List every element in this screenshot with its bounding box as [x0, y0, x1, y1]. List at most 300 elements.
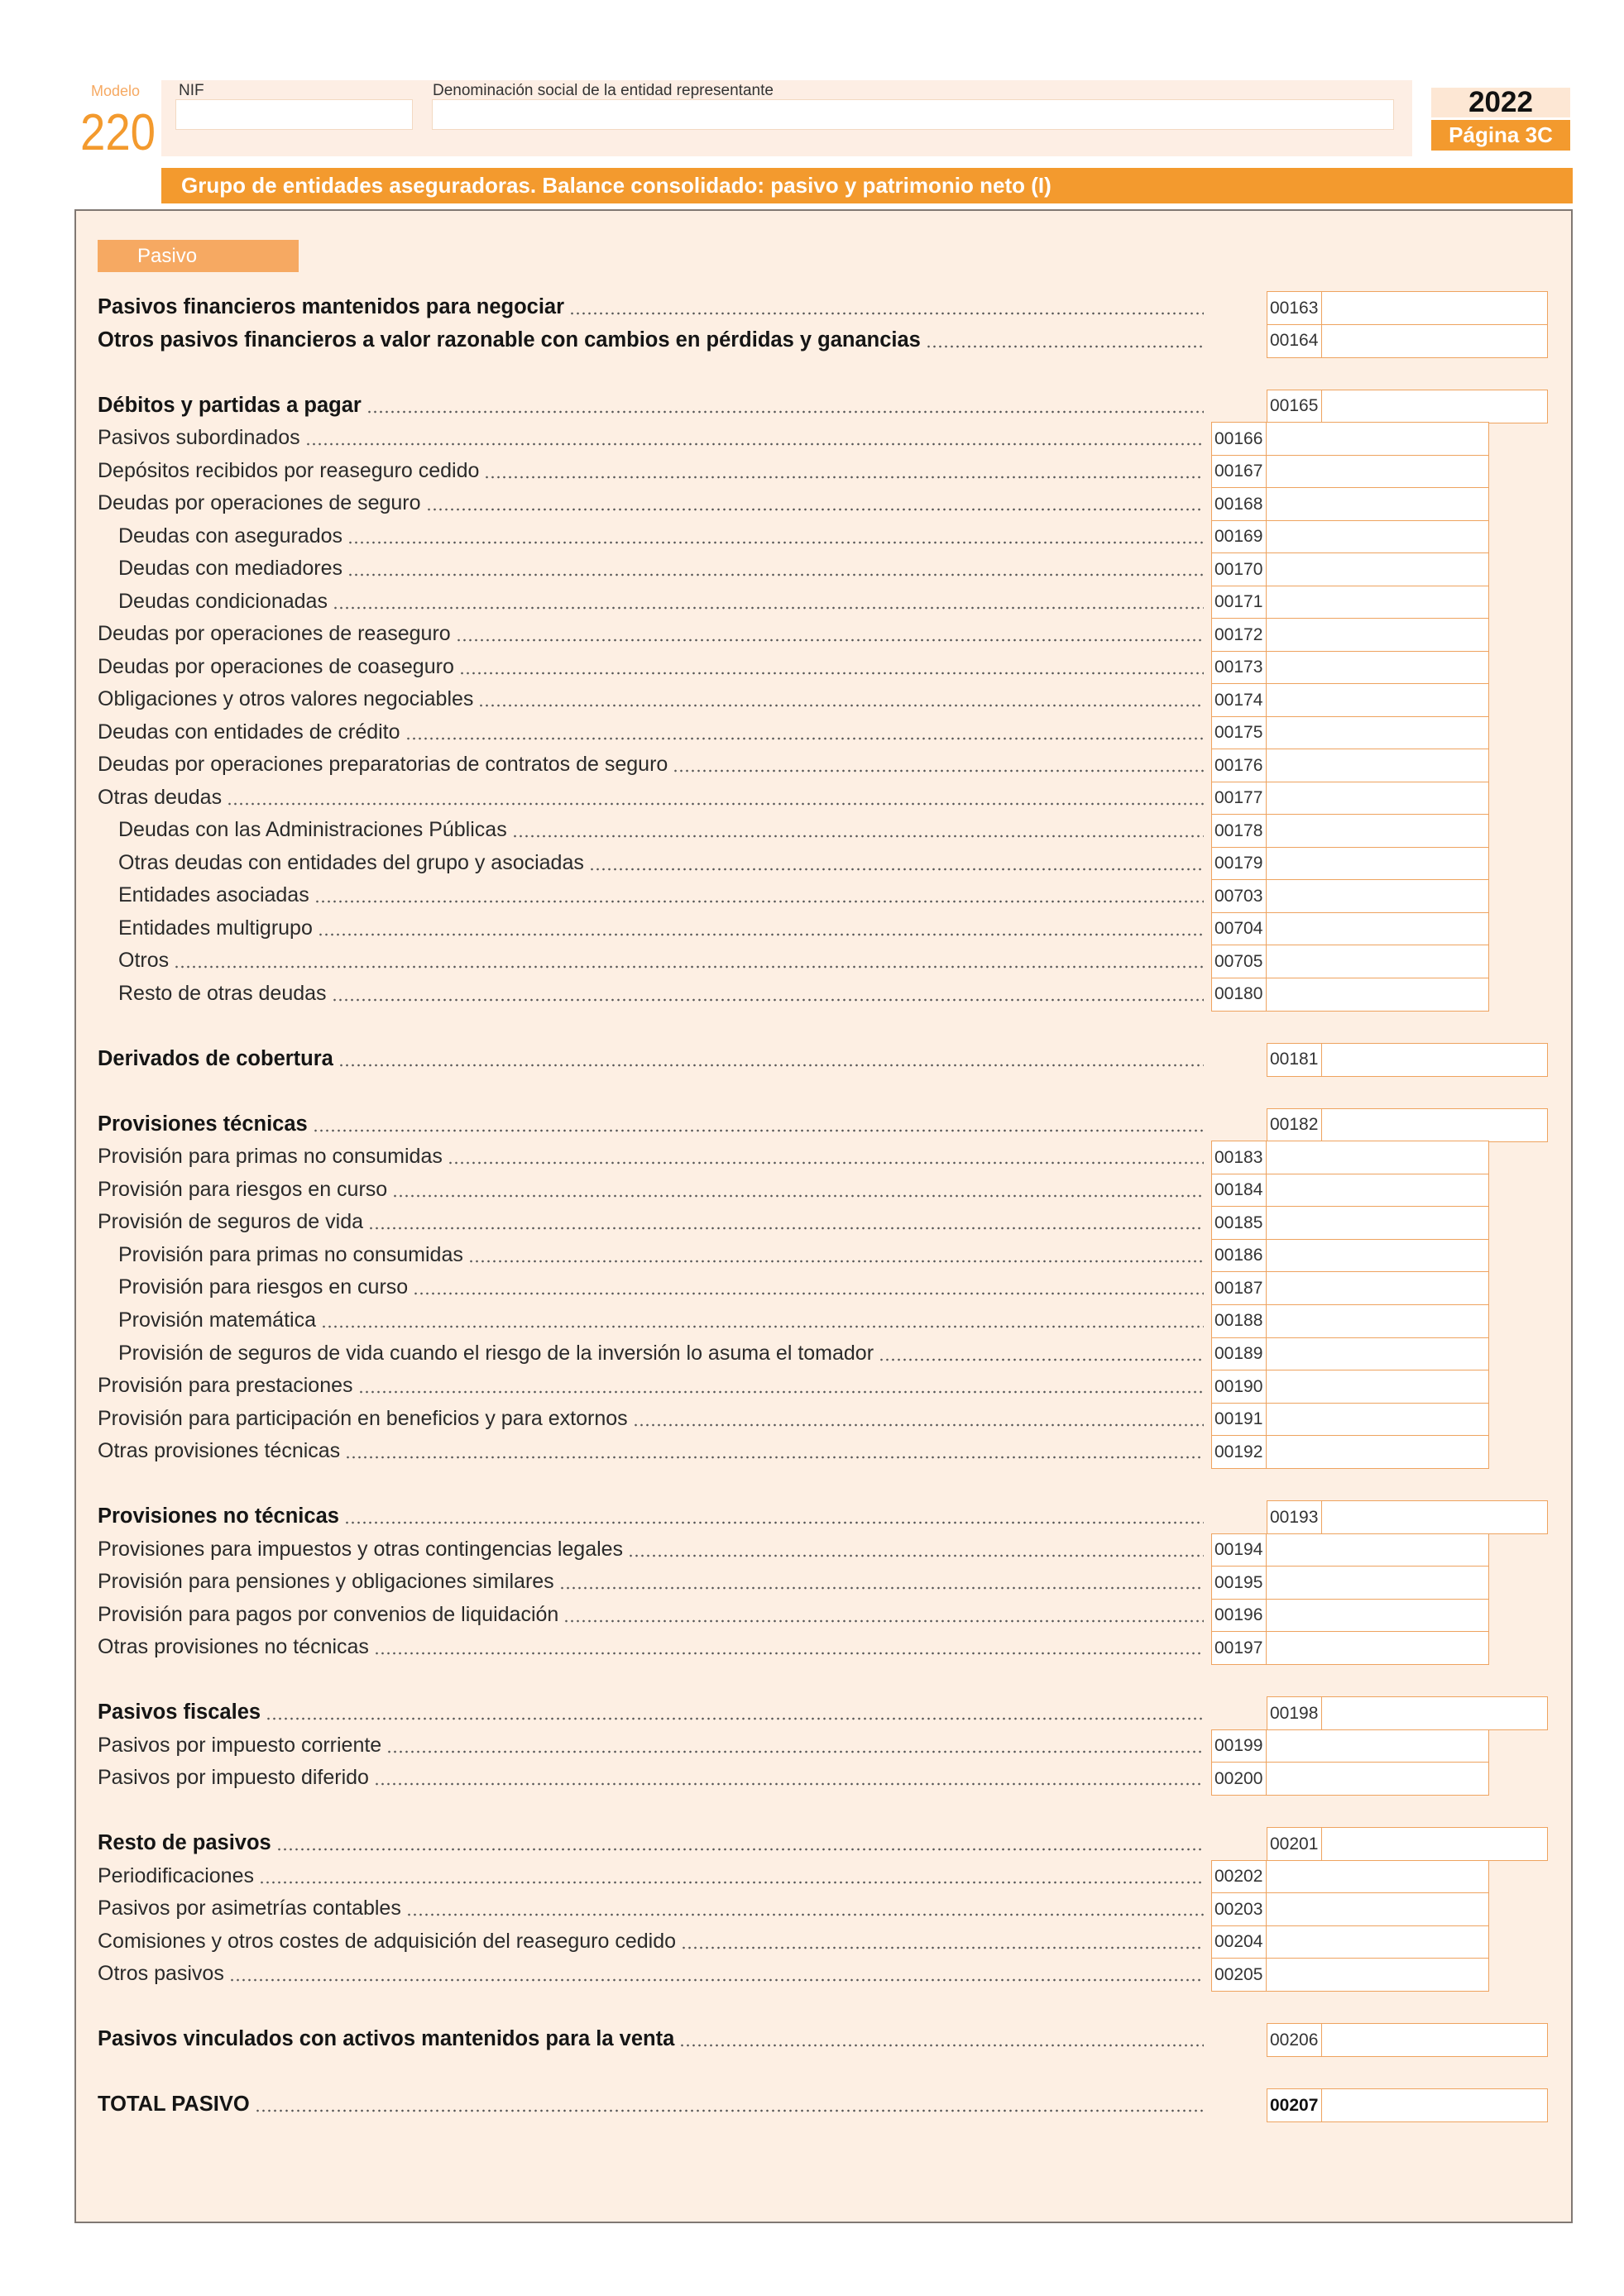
casilla-code: 00185: [1211, 1206, 1267, 1240]
dot-leader: [413, 1271, 1204, 1304]
dot-leader: [628, 1533, 1204, 1567]
form-row: [98, 455, 1548, 488]
dot-leader: [392, 1174, 1204, 1207]
row-label-area: [98, 1403, 1204, 1436]
row-label-area: [98, 618, 1204, 651]
row-label: Pasivos fiscales: [98, 1700, 261, 1724]
row-label: Provisión para primas no consumidas: [98, 1145, 443, 1169]
dot-leader: [459, 651, 1204, 684]
form-row: [98, 1337, 1548, 1370]
casilla-code: 00182: [1267, 1108, 1322, 1142]
row-label: Deudas condicionadas: [118, 589, 328, 613]
row-label: Deudas por operaciones de coaseguro: [98, 654, 454, 678]
row-label-area: [98, 651, 1204, 684]
casilla-00191-input[interactable]: [1267, 1403, 1489, 1437]
dot-leader: [345, 1435, 1204, 1468]
casilla-code: 00196: [1211, 1599, 1267, 1633]
row-label: Comisiones y otros costes de adquisición del reaseguro cedido: [98, 1929, 676, 1953]
casilla-code: 00204: [1211, 1925, 1267, 1959]
row-label: Deudas con asegurados: [118, 524, 343, 548]
casilla-00197-input[interactable]: [1267, 1631, 1489, 1665]
form-row: [98, 618, 1548, 651]
casilla-00173-input[interactable]: [1267, 651, 1489, 685]
casilla-00169-input[interactable]: [1267, 520, 1489, 554]
row-label: Pasivos por impuesto corriente: [98, 1733, 382, 1757]
casilla-00200-input[interactable]: [1267, 1762, 1489, 1796]
casilla-00181-input[interactable]: [1322, 1043, 1548, 1077]
casilla-00180-input[interactable]: [1267, 978, 1489, 1012]
casilla-00174-input[interactable]: [1267, 683, 1489, 717]
row-label: Resto de otras deudas: [118, 981, 327, 1005]
row-label-area: [98, 2023, 1204, 2056]
casilla-field: [1211, 1174, 1489, 1208]
casilla-00176-input[interactable]: [1267, 749, 1489, 782]
casilla-field: [1267, 1827, 1548, 1861]
row-label-area: [98, 716, 1204, 749]
row-label: Provisión de seguros de vida cuando el riesgo de la inversión lo asuma el tomador: [118, 1341, 874, 1365]
row-label-area: [118, 847, 1204, 880]
casilla-field: [1267, 291, 1548, 325]
dot-leader: [386, 1729, 1204, 1763]
casilla-field: [1211, 1370, 1489, 1404]
casilla-field: [1267, 2023, 1548, 2057]
row-label-area: [98, 1566, 1204, 1599]
row-label-area: [98, 1533, 1204, 1567]
dot-leader: [879, 1337, 1204, 1370]
nif-input[interactable]: [175, 99, 413, 130]
section-tab-pasivo: Pasivo: [98, 240, 299, 272]
form-row: [98, 1108, 1548, 1141]
casilla-00196-input[interactable]: [1267, 1599, 1489, 1633]
fiscal-year-badge: 2022: [1431, 88, 1570, 117]
casilla-00172-input[interactable]: [1267, 618, 1489, 652]
row-label-area: [118, 1271, 1204, 1304]
casilla-00704-input[interactable]: [1267, 912, 1489, 946]
form-row: [98, 422, 1548, 455]
dot-leader: [374, 1631, 1204, 1664]
casilla-code: 00193: [1267, 1500, 1322, 1534]
casilla-field: [1211, 683, 1489, 717]
row-label-area: [118, 1239, 1204, 1272]
casilla-code: 00167: [1211, 455, 1267, 489]
casilla-00189-input[interactable]: [1267, 1337, 1489, 1371]
row-label-area: [98, 782, 1204, 815]
casilla-code: 00166: [1211, 422, 1267, 456]
casilla-00170-input[interactable]: [1267, 552, 1489, 586]
casilla-field: [1267, 2088, 1548, 2122]
casilla-code: 00192: [1211, 1435, 1267, 1469]
dot-leader: [374, 1762, 1204, 1795]
casilla-field: [1267, 1108, 1548, 1142]
dot-leader: [276, 1827, 1204, 1860]
casilla-code: 00183: [1211, 1141, 1267, 1174]
casilla-00205-input[interactable]: [1267, 1958, 1489, 1992]
row-label: Otras provisiones técnicas: [98, 1439, 341, 1463]
form-row: [98, 651, 1548, 684]
row-label: Provisión para pagos por convenios de liquidación: [98, 1602, 559, 1626]
row-label-area: [98, 487, 1204, 520]
casilla-field: [1211, 782, 1489, 816]
casilla-field: [1211, 1206, 1489, 1240]
row-label: Entidades multigrupo: [118, 916, 313, 940]
casilla-00202-input[interactable]: [1267, 1860, 1489, 1894]
row-label: Deudas por operaciones preparatorias de contratos de seguro: [98, 753, 668, 777]
casilla-code: 00180: [1211, 978, 1267, 1012]
form-row: [98, 879, 1548, 912]
row-label: Deudas por operaciones de seguro: [98, 491, 421, 515]
row-label: Provisión para participación en beneficios y para extornos: [98, 1406, 628, 1430]
casilla-code: 00207: [1267, 2088, 1322, 2122]
row-label-area: [98, 1370, 1204, 1403]
row-label: Otras deudas: [98, 785, 223, 809]
form-row: [98, 814, 1548, 847]
row-label-area: [98, 1141, 1204, 1174]
casilla-code: 00187: [1211, 1271, 1267, 1305]
row-label: Pasivos subordinados: [98, 426, 300, 450]
form-section: [98, 2023, 1548, 2056]
casilla-00182-input[interactable]: [1322, 1108, 1548, 1142]
row-label-area: [118, 879, 1204, 912]
casilla-00198-input[interactable]: [1322, 1696, 1548, 1730]
row-label: Pasivos por asimetrías contables: [98, 1897, 401, 1921]
form-row: [98, 782, 1548, 815]
dot-leader: [333, 586, 1204, 619]
dot-leader: [478, 683, 1204, 716]
casilla-code: 00173: [1211, 651, 1267, 685]
form-section: [98, 1696, 1548, 1795]
casilla-00192-input[interactable]: [1267, 1435, 1489, 1469]
row-label-area: [98, 324, 1204, 357]
row-label: Deudas por operaciones de reaseguro: [98, 622, 451, 646]
casilla-code: 00169: [1211, 520, 1267, 554]
casilla-field: [1211, 1566, 1489, 1600]
casilla-field: [1211, 651, 1489, 685]
row-label-area: [118, 814, 1204, 847]
row-label-area: [98, 455, 1204, 488]
form-row: [98, 912, 1548, 945]
casilla-field: [1211, 1337, 1489, 1371]
row-label-area: [98, 1892, 1204, 1925]
casilla-00206-input[interactable]: [1322, 2023, 1548, 2057]
row-label: Pasivos vinculados con activos mantenidos para la venta: [98, 2027, 675, 2051]
casilla-code: 00165: [1267, 390, 1322, 423]
row-label-area: [118, 1304, 1204, 1337]
casilla-field: [1211, 749, 1489, 782]
casilla-code: 00186: [1211, 1239, 1267, 1273]
form-row: [98, 1500, 1548, 1533]
casilla-code: 00704: [1211, 912, 1267, 946]
form-section: [98, 291, 1548, 356]
casilla-code: 00194: [1211, 1533, 1267, 1567]
casilla-code: 00179: [1211, 847, 1267, 881]
row-label: Provisiones no técnicas: [98, 1504, 339, 1528]
casilla-00199-input[interactable]: [1267, 1729, 1489, 1763]
form-section: [98, 2088, 1548, 2121]
casilla-00705-input[interactable]: [1267, 945, 1489, 978]
casilla-field: [1211, 552, 1489, 586]
row-label-area: [118, 552, 1204, 586]
form-row: [98, 1696, 1548, 1729]
casilla-field: [1211, 1239, 1489, 1273]
dot-leader: [344, 1500, 1204, 1533]
row-label-area: [98, 1696, 1204, 1729]
row-label: Otros pasivos: [98, 1962, 224, 1986]
row-label-area: [98, 1860, 1204, 1893]
dot-leader: [559, 1566, 1204, 1599]
row-label: Provisión matemática: [118, 1308, 316, 1332]
dot-leader: [484, 455, 1204, 488]
casilla-field: [1211, 1925, 1489, 1959]
casilla-field: [1211, 1958, 1489, 1992]
casilla-00203-input[interactable]: [1267, 1892, 1489, 1926]
casilla-field: [1211, 1304, 1489, 1338]
form-row: [98, 683, 1548, 716]
form-row: [98, 1435, 1548, 1468]
row-label-area: [98, 291, 1204, 324]
row-label: Provisión para primas no consumidas: [118, 1242, 463, 1266]
form-row: [98, 1599, 1548, 1632]
form-row: [98, 1860, 1548, 1893]
dot-leader: [227, 782, 1204, 815]
row-label-area: [98, 2088, 1204, 2121]
dot-leader: [926, 324, 1204, 357]
casilla-code: 00172: [1211, 618, 1267, 652]
form-row: [98, 552, 1548, 586]
form-row: [98, 1533, 1548, 1567]
dot-leader: [368, 1206, 1204, 1239]
casilla-field: [1267, 1043, 1548, 1077]
row-label: Obligaciones y otros valores negociables: [98, 687, 474, 711]
dot-leader: [448, 1141, 1204, 1174]
form-row: [98, 1729, 1548, 1763]
dot-leader: [338, 1043, 1204, 1076]
casilla-00204-input[interactable]: [1267, 1925, 1489, 1959]
row-label: Depósitos recibidos por reaseguro cedido: [98, 458, 480, 482]
casilla-field: [1211, 978, 1489, 1012]
casilla-00168-input[interactable]: [1267, 487, 1489, 521]
dot-leader: [321, 1304, 1204, 1337]
row-label-area: [118, 520, 1204, 553]
row-label-area: [98, 1174, 1204, 1207]
casilla-field: [1211, 1271, 1489, 1305]
casilla-00190-input[interactable]: [1267, 1370, 1489, 1404]
casilla-00193-input[interactable]: [1322, 1500, 1548, 1534]
form-row: [98, 1892, 1548, 1925]
row-label-area: [98, 1043, 1204, 1076]
casilla-field: [1211, 1860, 1489, 1894]
form-row: [98, 520, 1548, 553]
modelo-label: Modelo: [91, 83, 141, 99]
form-row: [98, 978, 1548, 1011]
casilla-00178-input[interactable]: [1267, 814, 1489, 848]
row-label-area: [118, 586, 1204, 619]
casilla-code: 00202: [1211, 1860, 1267, 1894]
dot-leader: [569, 291, 1204, 324]
form-row: [98, 1271, 1548, 1304]
casilla-00188-input[interactable]: [1267, 1304, 1489, 1338]
casilla-field: [1211, 1631, 1489, 1665]
dot-leader: [305, 422, 1204, 455]
casilla-code: 00189: [1211, 1337, 1267, 1371]
dot-leader: [255, 2088, 1204, 2121]
casilla-00166-input[interactable]: [1267, 422, 1489, 456]
form-section: [98, 1827, 1548, 1991]
row-label: Deudas con mediadores: [118, 557, 343, 581]
casilla-code: 00206: [1267, 2023, 1322, 2057]
form-section: [98, 1108, 1548, 1468]
casilla-00177-input[interactable]: [1267, 782, 1489, 816]
form-section: [98, 390, 1548, 1011]
form-row: [98, 1043, 1548, 1076]
casilla-00207-input[interactable]: [1322, 2088, 1548, 2122]
row-label-area: [98, 1925, 1204, 1959]
dot-leader: [406, 1892, 1204, 1925]
dot-leader: [673, 749, 1204, 782]
row-label-area: [98, 1729, 1204, 1763]
casilla-code: 00205: [1211, 1958, 1267, 1992]
casilla-field: [1211, 455, 1489, 489]
row-label: Otras deudas con entidades del grupo y asociadas: [118, 850, 584, 874]
form-row: [98, 716, 1548, 749]
casilla-code: 00188: [1211, 1304, 1267, 1338]
casilla-00185-input[interactable]: [1267, 1206, 1489, 1240]
dot-leader: [313, 1108, 1204, 1141]
row-label-area: [118, 945, 1204, 978]
dot-leader: [347, 520, 1204, 553]
row-label: Provisiones para impuestos y otras contingencias legales: [98, 1537, 624, 1561]
form-row: [98, 586, 1548, 619]
row-label-area: [98, 683, 1204, 716]
casilla-code: 00171: [1211, 586, 1267, 619]
row-label-area: [98, 1762, 1204, 1795]
row-label: Pasivos por impuesto diferido: [98, 1766, 369, 1790]
casilla-field: [1211, 618, 1489, 652]
denominacion-label: Denominación social de la entidad representante: [433, 82, 774, 99]
casilla-field: [1211, 1435, 1489, 1469]
casilla-field: [1211, 912, 1489, 946]
casilla-code: 00164: [1267, 324, 1322, 358]
casilla-field: [1211, 1762, 1489, 1796]
dot-leader: [679, 2023, 1204, 2056]
casilla-00164-input[interactable]: [1322, 324, 1548, 358]
casilla-field: [1211, 814, 1489, 848]
casilla-code: 00201: [1267, 1827, 1322, 1861]
casilla-code: 00200: [1211, 1762, 1267, 1796]
casilla-00167-input[interactable]: [1267, 455, 1489, 489]
row-label: Provisión para pensiones y obligaciones similares: [98, 1570, 554, 1594]
casilla-00179-input[interactable]: [1267, 847, 1489, 881]
row-label: Periodificaciones: [98, 1863, 254, 1887]
dot-leader: [589, 847, 1204, 880]
casilla-field: [1211, 1729, 1489, 1763]
casilla-field: [1211, 1533, 1489, 1567]
form-section: [98, 1043, 1548, 1076]
casilla-code: 00197: [1211, 1631, 1267, 1665]
casilla-00184-input[interactable]: [1267, 1174, 1489, 1208]
form-row: [98, 1141, 1548, 1174]
casilla-code: 00178: [1211, 814, 1267, 848]
casilla-field: [1211, 520, 1489, 554]
row-label: TOTAL PASIVO: [98, 2093, 250, 2117]
casilla-00703-input[interactable]: [1267, 879, 1489, 913]
row-label-area: [98, 1500, 1204, 1533]
denominacion-input[interactable]: [432, 99, 1394, 130]
casilla-field: [1211, 716, 1489, 750]
dot-leader: [174, 945, 1204, 978]
casilla-00171-input[interactable]: [1267, 586, 1489, 619]
section-title: Grupo de entidades aseguradoras. Balance consolidado: pasivo y patrimonio neto (I): [161, 168, 1573, 203]
dot-leader: [259, 1860, 1204, 1893]
form-row: [98, 2023, 1548, 2056]
casilla-field: [1267, 1696, 1548, 1730]
row-label: Otros: [118, 949, 170, 973]
casilla-00183-input[interactable]: [1267, 1141, 1489, 1174]
casilla-00194-input[interactable]: [1267, 1533, 1489, 1567]
row-label: Provisión para prestaciones: [98, 1374, 353, 1398]
casilla-code: 00198: [1267, 1696, 1322, 1730]
casilla-00187-input[interactable]: [1267, 1271, 1489, 1305]
casilla-00186-input[interactable]: [1267, 1239, 1489, 1273]
dot-leader: [266, 1696, 1204, 1729]
form-row: [98, 1239, 1548, 1272]
form-row: [98, 1403, 1548, 1436]
dot-leader: [358, 1370, 1205, 1403]
row-label: Otras provisiones no técnicas: [98, 1635, 369, 1659]
form-row: [98, 1304, 1548, 1337]
form-row: [98, 1925, 1548, 1959]
casilla-code: 00184: [1211, 1174, 1267, 1208]
row-label-area: [98, 1206, 1204, 1239]
casilla-code: 00174: [1211, 683, 1267, 717]
casilla-field: [1211, 1403, 1489, 1437]
form-row: [98, 1631, 1548, 1664]
casilla-field: [1211, 1599, 1489, 1633]
dot-leader: [468, 1239, 1204, 1272]
row-label-area: [118, 1337, 1204, 1370]
row-label: Deudas con entidades de crédito: [98, 720, 400, 744]
row-label: Deudas con las Administraciones Públicas: [118, 818, 507, 842]
casilla-code: 00703: [1211, 879, 1267, 913]
casilla-00163-input[interactable]: [1322, 291, 1548, 325]
row-label: Provisión para riesgos en curso: [118, 1275, 409, 1299]
dot-leader: [456, 618, 1204, 651]
casilla-code: 00163: [1267, 291, 1322, 325]
row-label: Débitos y partidas a pagar: [98, 393, 362, 417]
casilla-field: [1211, 487, 1489, 521]
row-label-area: [98, 1631, 1204, 1664]
modelo-number: 220: [80, 104, 156, 161]
dot-leader: [347, 552, 1204, 586]
casilla-field: [1211, 945, 1489, 978]
form-row: [98, 1370, 1548, 1403]
form-row: [98, 1827, 1548, 1860]
casilla-00175-input[interactable]: [1267, 716, 1489, 750]
casilla-00195-input[interactable]: [1267, 1566, 1489, 1600]
casilla-00165-input[interactable]: [1322, 390, 1548, 423]
casilla-field: [1267, 324, 1548, 358]
dot-leader: [318, 912, 1204, 945]
form-row: [98, 1206, 1548, 1239]
casilla-00201-input[interactable]: [1322, 1827, 1548, 1861]
casilla-field: [1211, 847, 1489, 881]
row-label-area: [118, 978, 1204, 1011]
casilla-code: 00190: [1211, 1370, 1267, 1404]
casilla-code: 00176: [1211, 749, 1267, 782]
row-label: Entidades asociadas: [118, 883, 309, 907]
row-label-area: [98, 1108, 1204, 1141]
dot-leader: [633, 1403, 1204, 1436]
form-row: [98, 324, 1548, 357]
